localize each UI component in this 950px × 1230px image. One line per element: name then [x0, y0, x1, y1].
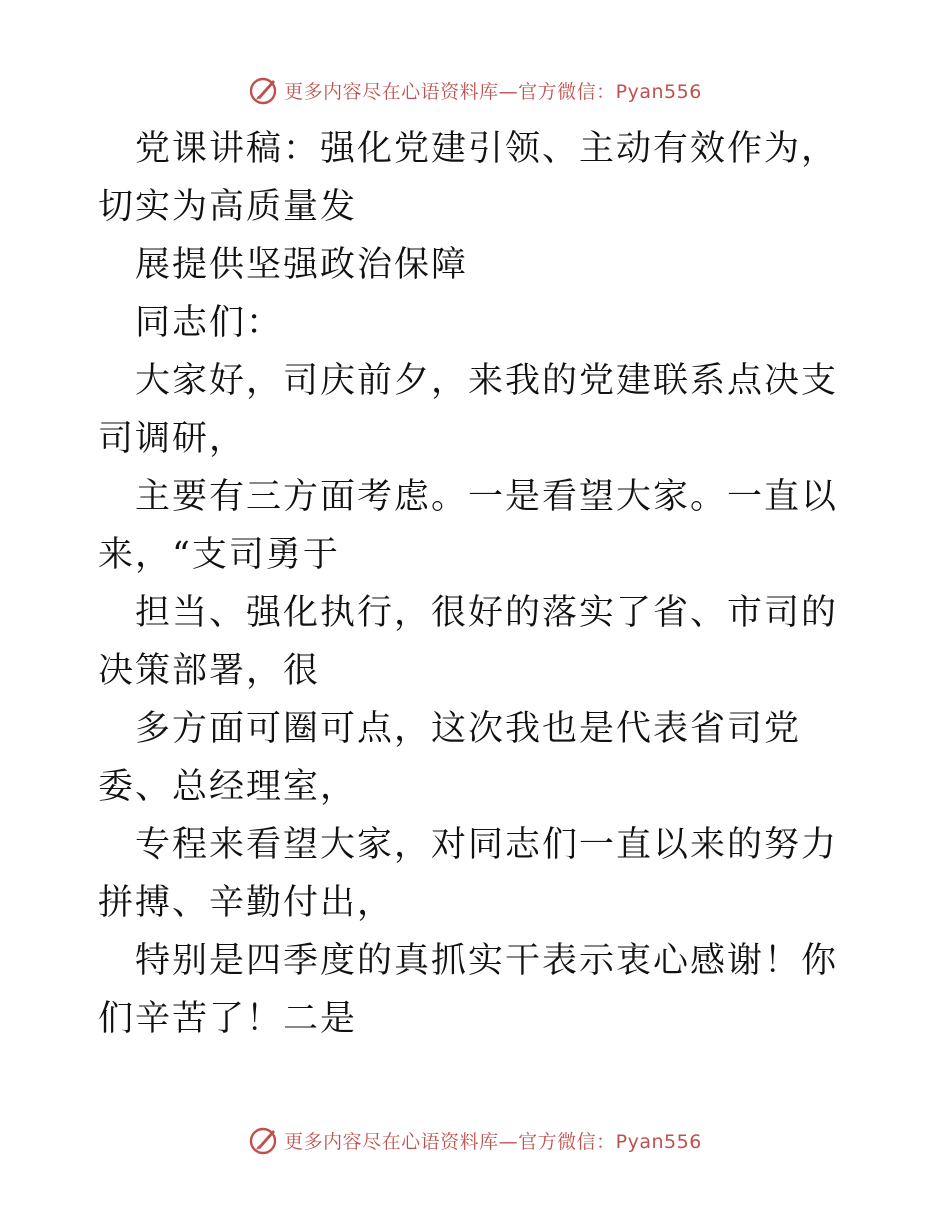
paragraph: 专程来看望大家，对同志们一直以来的努力拼搏、辛勤付出， [98, 825, 839, 923]
header-banner [0, 70, 950, 110]
footer-banner-text: 更多内容尽在心语资料库—官方微信：Pyan556 [284, 1130, 702, 1153]
paragraph: 主要有三方面考虑。一是看望大家。一直以来，“支司勇于 [98, 477, 839, 575]
footer-banner [0, 1120, 950, 1160]
paragraph: 展提供坚强政治保障 [135, 245, 469, 285]
paragraph: 大家好，司庆前夕，来我的党建联系点决支司调研， [98, 361, 839, 459]
document-body [98, 120, 858, 1048]
paragraph: 党课讲稿：强化党建引领、主动有效作为，切实为高质量发 [98, 129, 839, 227]
quill-logo-icon [248, 1124, 280, 1156]
header-banner-text: 更多内容尽在心语资料库—官方微信：Pyan556 [284, 80, 702, 103]
paragraph: 同志们： [135, 303, 284, 343]
paragraph: 特别是四季度的真抓实干表示衷心感谢！你们辛苦了！二是 [98, 941, 839, 1039]
paragraph: 担当、强化执行，很好的落实了省、市司的决策部署，很 [98, 593, 839, 691]
quill-logo-icon [248, 74, 280, 106]
paragraph: 多方面可圈可点，这次我也是代表省司党委、总经理室， [98, 709, 802, 807]
